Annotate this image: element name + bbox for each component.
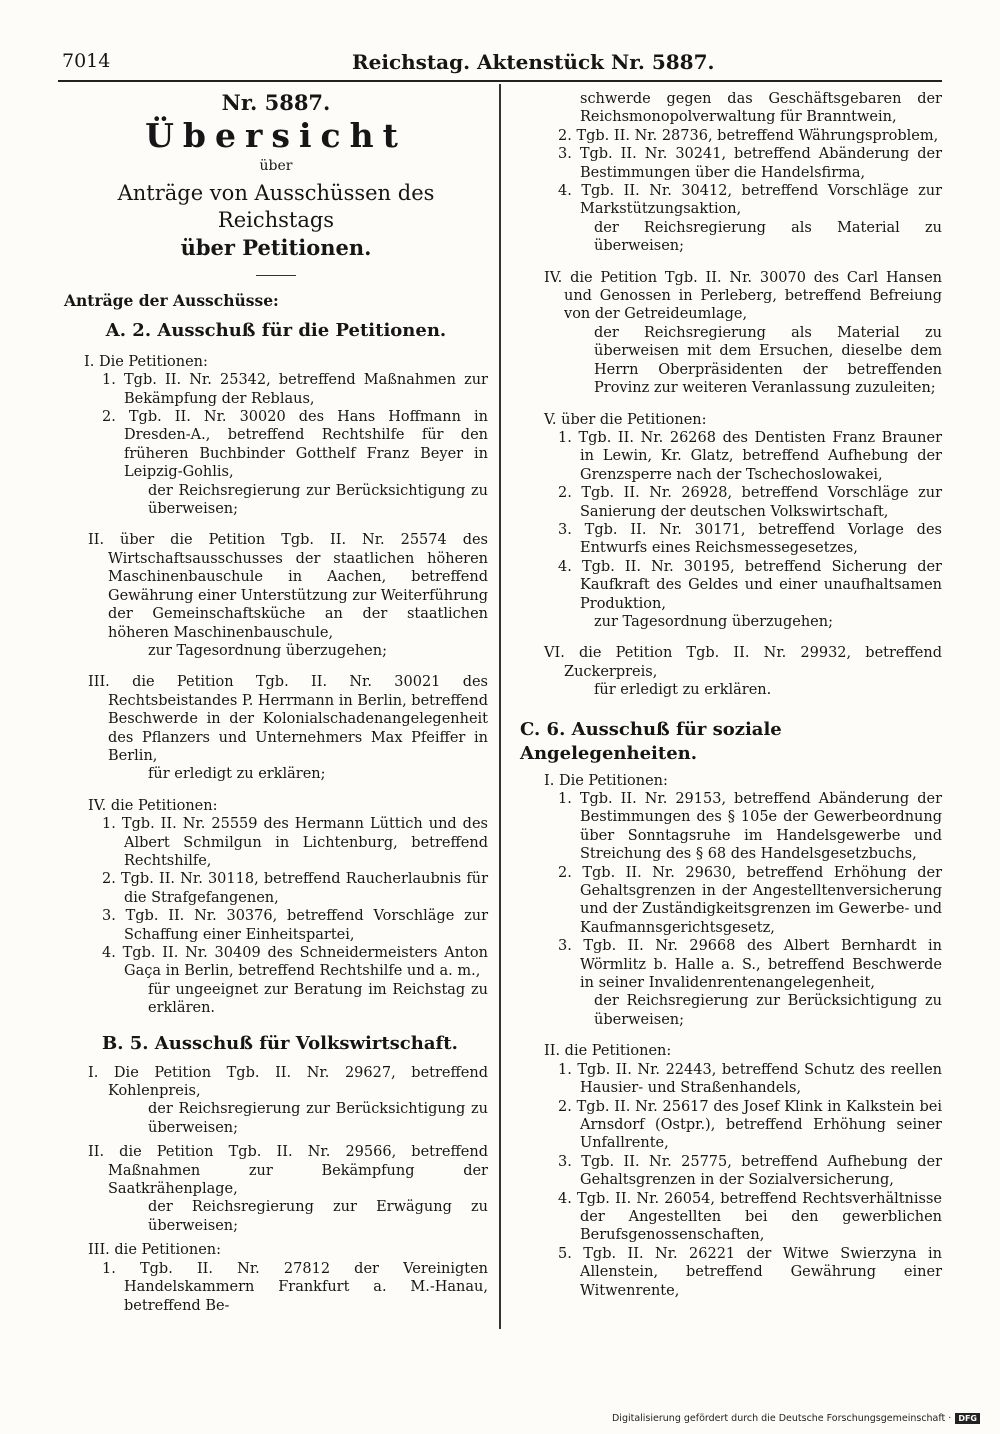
header-rule <box>58 80 942 82</box>
list-item: 3. Tgb. II. Nr. 25775, betreffend Aufhebung der Gehaltsgrenzen in der Sozialversicherung, <box>558 1153 942 1189</box>
list-item-continuation: schwerde gegen das Geschäftsgebaren der Reichsmonopolverwaltung für Branntwein, <box>580 91 942 126</box>
running-title: Reichstag. Aktenstück Nr. 5887. <box>352 50 715 74</box>
list-item: 4. Tgb. II. Nr. 30412, betreffend Vorschläge zur Markstützungsaktion, <box>558 183 942 218</box>
list-item: 1. Tgb. II. Nr. 27812 der Vereinigten Handelskammern Frankfurt a. M.-Hanau, betreffend Be- <box>102 1260 488 1314</box>
list-item: 4. Tgb. II. Nr. 26054, betreffend Rechtsverhältnisse der Angestellten bei den gewerblichen Berufsgenossenschaften, <box>558 1190 942 1244</box>
list-item: 1. Tgb. II. Nr. 22443, betreffend Schutz des reellen Hausier- und Straßenhandels, <box>558 1061 942 1097</box>
list-item: 4. Tgb. II. Nr. 30409 des Schneidermeisters Anton Gaça in Berlin, betreffend Rechtshilfe und a. m., <box>102 945 488 980</box>
list-item: 1. Tgb. II. Nr. 25342, betreffend Maßnahmen zur Bekämpfung der Reblaus, <box>102 372 488 407</box>
list-item: 1. Tgb. II. Nr. 26268 des Dentisten Franz Brauner in Lewin, Kr. Glatz, betreffend Aufhebung der Grenzsperre nach der Tschechoslowakei, <box>558 429 942 483</box>
list-item: 1. Tgb. II. Nr. 29153, betreffend Abänderung der Bestimmungen des § 105e der Gewerbeordnung über Sonntagsruhe im Handelsgewerbe und Streichung des § 68 des Handelsgesetzbuchs, <box>558 791 942 863</box>
list-item: 2. Tgb. II. Nr. 30020 des Hans Hoffmann in Dresden-A., betreffend Rechtshilfe für den früheren Buchbinder Gotthelf Franz Beyer in Leipzig-Gohlis, <box>102 409 488 481</box>
footer <box>612 1413 980 1424</box>
list-item: III. die Petition Tgb. II. Nr. 30021 des Rechtsbeistandes P. Herrmann in Berlin, betreffend Beschwerde in der Kolonialschadenangelegenheit des Pflanzers und Unternehmers Max Pfeiffer in Berlin, <box>88 674 488 764</box>
list-item: IV. die Petition Tgb. II. Nr. 30070 des Carl Hansen und Genossen in Perleberg, betreffend Befreiung von der Getreideumlage, <box>544 269 942 323</box>
list-item: 3. Tgb. II. Nr. 30171, betreffend Vorlage des Entwurfs eines Reichsmessegesetzes, <box>558 521 942 557</box>
section-intro: Anträge der Ausschüsse: <box>64 291 279 311</box>
list-item: 2. Tgb. II. Nr. 25617 des Josef Klink in Kalkstein bei Arnsdorf (Ostpr.), betreffend Erhöhung seiner Unfallrente, <box>558 1098 942 1152</box>
section-a-heading: A. 2. Ausschuß für die Petitionen. <box>105 319 447 341</box>
list-item: V. über die Petitionen: <box>544 411 707 428</box>
decision-text: der Reichsregierung als Material zu überweisen mit dem Ersuchen, dieselbe dem Herrn Oberpräsidenten der betreffenden Provinz zur weiteren Veranlassung zuzuleiten; <box>594 324 942 397</box>
list-item: 3. Tgb. II. Nr. 30241, betreffend Abänderung der Bestimmungen über die Handelsfirma, <box>558 146 942 181</box>
page-number: 7014 <box>62 50 111 72</box>
section-c-heading: C. 6. Ausschuß für soziale Angelegenheiten. <box>520 718 782 764</box>
dfg-logo: DFG <box>955 1413 980 1424</box>
column-divider <box>499 84 501 1329</box>
list-item: VI. die Petition Tgb. II. Nr. 29932, betreffend Zuckerpreis, <box>544 645 942 680</box>
list-item: IV. die Petitionen: <box>88 797 218 814</box>
decision-text: der Reichsregierung zur Berücksichtigung zu überweisen; <box>148 1101 488 1136</box>
list-item: 2. Tgb. II. Nr. 26928, betreffend Vorschläge zur Sanierung der deutschen Volkswirtschaft, <box>558 485 942 520</box>
right-column <box>520 90 942 1300</box>
decision-text: der Reichsregierung zur Berücksichtigung zu überweisen; <box>148 482 488 518</box>
list-item: 2. Tgb. II. Nr. 28736, betreffend Währungsproblem, <box>558 127 939 144</box>
list-item: 2. Tgb. II. Nr. 29630, betreffend Erhöhung der Gehaltsgrenzen in der Angestelltenversicherung und der Zuständigkeitsgrenzen im Gewerbe- und Kaufmannsgerichtsgesetz, <box>558 864 942 936</box>
list-item: 3. Tgb. II. Nr. 29668 des Albert Bernhardt in Wörmlitz b. Halle a. S., betreffend Beschwerde in seiner Invalidenrentenangelegenheit, <box>558 938 942 992</box>
decision-text: der Reichsregierung zur Berücksichtigung zu überweisen; <box>594 993 942 1028</box>
page-header <box>62 50 942 78</box>
decision-text: für erledigt zu erklären; <box>148 766 326 783</box>
document-title: Übersicht <box>145 116 407 156</box>
list-item: I. Die Petitionen: <box>84 353 208 370</box>
list-item: 5. Tgb. II. Nr. 26221 der Witwe Swierzyna in Allenstein, betreffend Gewährung einer Witwenrente, <box>558 1245 942 1299</box>
list-item: II. die Petitionen: <box>544 1043 672 1060</box>
decision-text: zur Tagesordnung überzugehen; <box>148 642 387 659</box>
decision-text: für erledigt zu erklären. <box>594 682 772 699</box>
list-item: 4. Tgb. II. Nr. 30195, betreffend Sicherung der Kaufkraft des Geldes und einer unaufhaltsamen Produktion, <box>558 558 942 612</box>
decision-text: zur Tagesordnung überzugehen; <box>594 613 833 630</box>
title-line-1: Anträge von Ausschüssen des Reichstags <box>117 181 435 233</box>
list-item: I. Die Petitionen: <box>544 772 668 789</box>
list-item: II. über die Petition Tgb. II. Nr. 25574 des Wirtschaftsausschusses der staatlichen höheren Maschinenbauschule in Aachen, betreffend Gewährung einer Unterstützung zur Weiterführung der Gemeinschaftsküche an der staatlichen höheren Maschinenbauschule, <box>88 532 489 641</box>
title-ueber: über <box>259 158 293 175</box>
section-b-heading: B. 5. Ausschuß für Volkswirtschaft. <box>102 1032 458 1054</box>
decision-text: der Reichsregierung zur Erwägung zu überweisen; <box>148 1199 488 1234</box>
title-rule <box>256 275 296 276</box>
document-number: Nr. 5887. <box>221 90 331 115</box>
list-item: 1. Tgb. II. Nr. 25559 des Hermann Lüttich und des Albert Schmilgun in Lichtenburg, betreffend Rechtshilfe, <box>102 816 488 869</box>
list-item: III. die Petitionen: <box>88 1242 221 1259</box>
left-column <box>64 90 488 1315</box>
list-item: 2. Tgb. II. Nr. 30118, betreffend Raucherlaubnis für die Strafgefangenen, <box>102 871 488 906</box>
list-item: II. die Petition Tgb. II. Nr. 29566, betreffend Maßnahmen zur Bekämpfung der Saatkrähenplage, <box>88 1144 488 1198</box>
list-item: 3. Tgb. II. Nr. 30376, betreffend Vorschläge zur Schaffung einer Einheitspartei, <box>102 908 488 943</box>
footer-text: Digitalisierung gefördert durch die Deutsche Forschungsgemeinschaft · <box>611 1413 952 1424</box>
decision-text: der Reichsregierung als Material zu überweisen; <box>594 219 942 255</box>
decision-text: für ungeeignet zur Beratung im Reichstag zu erklären. <box>148 981 488 1017</box>
title-line-2: über Petitionen. <box>180 235 372 261</box>
list-item: I. Die Petition Tgb. II. Nr. 29627, betreffend Kohlenpreis, <box>88 1064 488 1100</box>
